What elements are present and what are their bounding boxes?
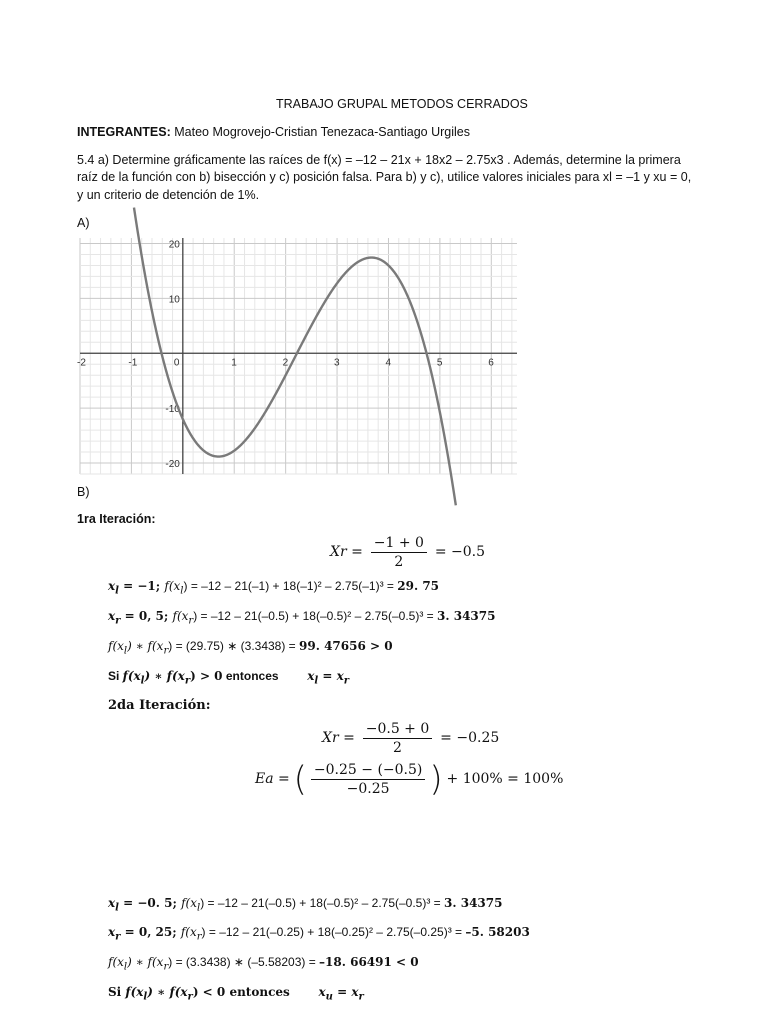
fx-sub: l xyxy=(143,991,148,1003)
var-sub: r xyxy=(115,931,121,943)
fx-label: f(x xyxy=(180,925,197,939)
iteration-2-line-product xyxy=(108,955,419,972)
entonces-label: entonces xyxy=(222,669,279,683)
var-sub: u xyxy=(325,991,333,1003)
members-names: Mateo Mogrovejo-Cristian Tenezaca-Santiago Urgiles xyxy=(174,125,470,139)
iteration-1-xr-equation xyxy=(330,535,485,570)
x-tick-label: 3 xyxy=(334,357,340,369)
ea-result: + 100% = 100% xyxy=(446,771,564,788)
iteration-2-line-conclusion xyxy=(108,985,364,1002)
function-graph xyxy=(77,238,517,474)
fx-sub: r xyxy=(188,615,194,627)
var-sub: l xyxy=(314,675,319,687)
fx-sub: r xyxy=(163,961,169,973)
section-a-label: A) xyxy=(77,216,90,230)
y-tick-label: -10 xyxy=(165,404,180,416)
problem-line-3: y un criterio de detención de 1%. xyxy=(77,188,260,202)
fx-expression: ) = –12 – 21(–0.25) + 18(–0.25)² – 2.75(–0.25)³ = xyxy=(201,925,466,939)
iteration-1-line-xl xyxy=(108,579,439,596)
var-sub: l xyxy=(115,902,119,914)
iteration-2-ea-equation xyxy=(255,759,564,800)
fx-expression: ) = –12 – 21(–0.5) + 18(–0.5)² – 2.75(–0.5)³ = xyxy=(193,609,438,623)
ea-lhs: Ea = xyxy=(255,771,290,788)
fx-label: ) ∗ f(x xyxy=(147,985,188,999)
ea-numerator: −0.25 − (−0.5) xyxy=(311,762,425,780)
fx-label: f(x xyxy=(125,985,144,999)
fx-label: f(x xyxy=(172,609,189,623)
xl-value: = −1; xyxy=(118,579,165,593)
iteration-2-line-xr xyxy=(108,925,530,942)
xr-denominator: 2 xyxy=(394,554,404,570)
assign: = x xyxy=(318,669,344,683)
iteration-1-line-product xyxy=(108,639,393,656)
xr-result: = −0.5 xyxy=(434,544,485,561)
var-x: x xyxy=(108,925,116,939)
var-x: x xyxy=(108,609,116,623)
page-title: TRABAJO GRUPAL METODOS CERRADOS xyxy=(276,97,528,111)
var-sub: r xyxy=(115,615,121,627)
fx-sub: r xyxy=(187,991,193,1003)
condition: ) < 0 xyxy=(192,985,226,999)
assign: = x xyxy=(332,985,359,999)
fx-label: f(x xyxy=(108,639,124,653)
iteration-2-heading: 2da Iteración: xyxy=(108,698,211,713)
x-tick-label: -2 xyxy=(77,357,86,369)
iteration-1-line-conclusion xyxy=(108,669,349,686)
fx-label: f(x xyxy=(122,669,141,683)
right-paren: ) xyxy=(429,759,443,800)
iteration-1-heading: 1ra Iteración: xyxy=(77,512,156,526)
si-label: Si xyxy=(108,669,123,683)
product-expression: ) = (29.75) ∗ (3.3438) = xyxy=(168,639,300,653)
fx-expression: ) = –12 – 21(–1) + 18(–1)² – 2.75(–1)³ = xyxy=(183,579,398,593)
y-tick-label: -20 xyxy=(165,459,180,471)
iteration-1-line-xr xyxy=(108,609,495,626)
fx-sub: l xyxy=(140,675,145,687)
fx-result: 3. 34375 xyxy=(437,609,496,623)
var-x: x xyxy=(318,985,326,999)
fx-sub: r xyxy=(196,931,202,943)
x-tick-label: 2 xyxy=(282,357,289,369)
iteration-2-line-xl xyxy=(108,896,502,913)
product-result: 99. 47656 > 0 xyxy=(299,639,393,653)
xr-lhs: Xr = xyxy=(330,544,363,561)
xr-lhs: Xr = xyxy=(322,730,355,747)
section-b-label: B) xyxy=(77,485,90,499)
members-line xyxy=(77,125,470,139)
var-x: x xyxy=(108,896,116,910)
xr-numerator: −0.5 + 0 xyxy=(363,721,433,739)
fx-label: f(x xyxy=(164,579,181,593)
fx-label: f(x xyxy=(181,896,197,910)
x-tick-label: -1 xyxy=(128,357,138,369)
fx-sub: r xyxy=(163,645,169,657)
x-tick-label: 6 xyxy=(488,357,494,369)
x-tick-label: 1 xyxy=(231,357,237,369)
fx-result: 29. 75 xyxy=(397,579,440,593)
x-tick-label: 0 xyxy=(173,357,180,369)
left-paren: ( xyxy=(293,759,307,800)
var-x: x xyxy=(307,669,315,683)
xr-value: = 0, 5; xyxy=(120,609,173,623)
fx-label: ) ∗ f(x xyxy=(127,955,164,969)
var-sub: r xyxy=(358,991,364,1003)
members-label: INTEGRANTES: xyxy=(77,125,171,139)
xr-numerator: −1 + 0 xyxy=(371,535,427,553)
x-tick-label: 4 xyxy=(385,357,392,369)
var-sub: r xyxy=(343,675,350,687)
x-tick-label: 5 xyxy=(436,357,443,369)
iteration-2-xr-equation xyxy=(322,721,499,756)
fx-result: –5. 58203 xyxy=(465,925,530,939)
problem-line-2: raíz de la función con b) bisección y c) posición falsa. Para b) y c), utilice valores iniciales para xl = –1 y xu = 0, xyxy=(77,170,692,184)
fx-sub: l xyxy=(123,645,128,657)
si-label: Si xyxy=(108,985,126,999)
fx-sub: l xyxy=(197,902,201,914)
fx-sub: l xyxy=(123,961,128,973)
problem-line-1: 5.4 a) Determine gráficamente las raíces de f(x) = –12 – 21x + 18x2 – 2.75x3 . Además, determine la primera xyxy=(77,153,681,167)
product-expression: ) = (3.3438) ∗ (–5.58203) = xyxy=(168,955,320,969)
y-tick-label: 20 xyxy=(168,239,180,251)
xl-value: = −0. 5; xyxy=(118,896,182,910)
entonces-label: entonces xyxy=(225,985,290,999)
fx-expression: ) = –12 – 21(–0.5) + 18(–0.5)² – 2.75(–0.5)³ = xyxy=(200,896,445,910)
ea-denominator: −0.25 xyxy=(346,781,390,797)
y-tick-label: 10 xyxy=(168,294,180,306)
condition: ) > 0 xyxy=(190,669,223,683)
fx-sub: r xyxy=(184,675,191,687)
var-sub: l xyxy=(115,585,119,597)
fx-label: ) ∗ f(x xyxy=(127,639,164,653)
var-x: x xyxy=(108,579,116,593)
fx-label: ) ∗ f(x xyxy=(144,669,185,683)
product-result: –18. 66491 < 0 xyxy=(319,955,419,969)
fx-result: 3. 34375 xyxy=(444,896,503,910)
fx-label: f(x xyxy=(108,955,124,969)
fx-sub: l xyxy=(180,585,184,597)
xr-value: = 0, 25; xyxy=(120,925,181,939)
xr-result: = −0.25 xyxy=(440,730,500,747)
xr-denominator: 2 xyxy=(393,740,402,756)
